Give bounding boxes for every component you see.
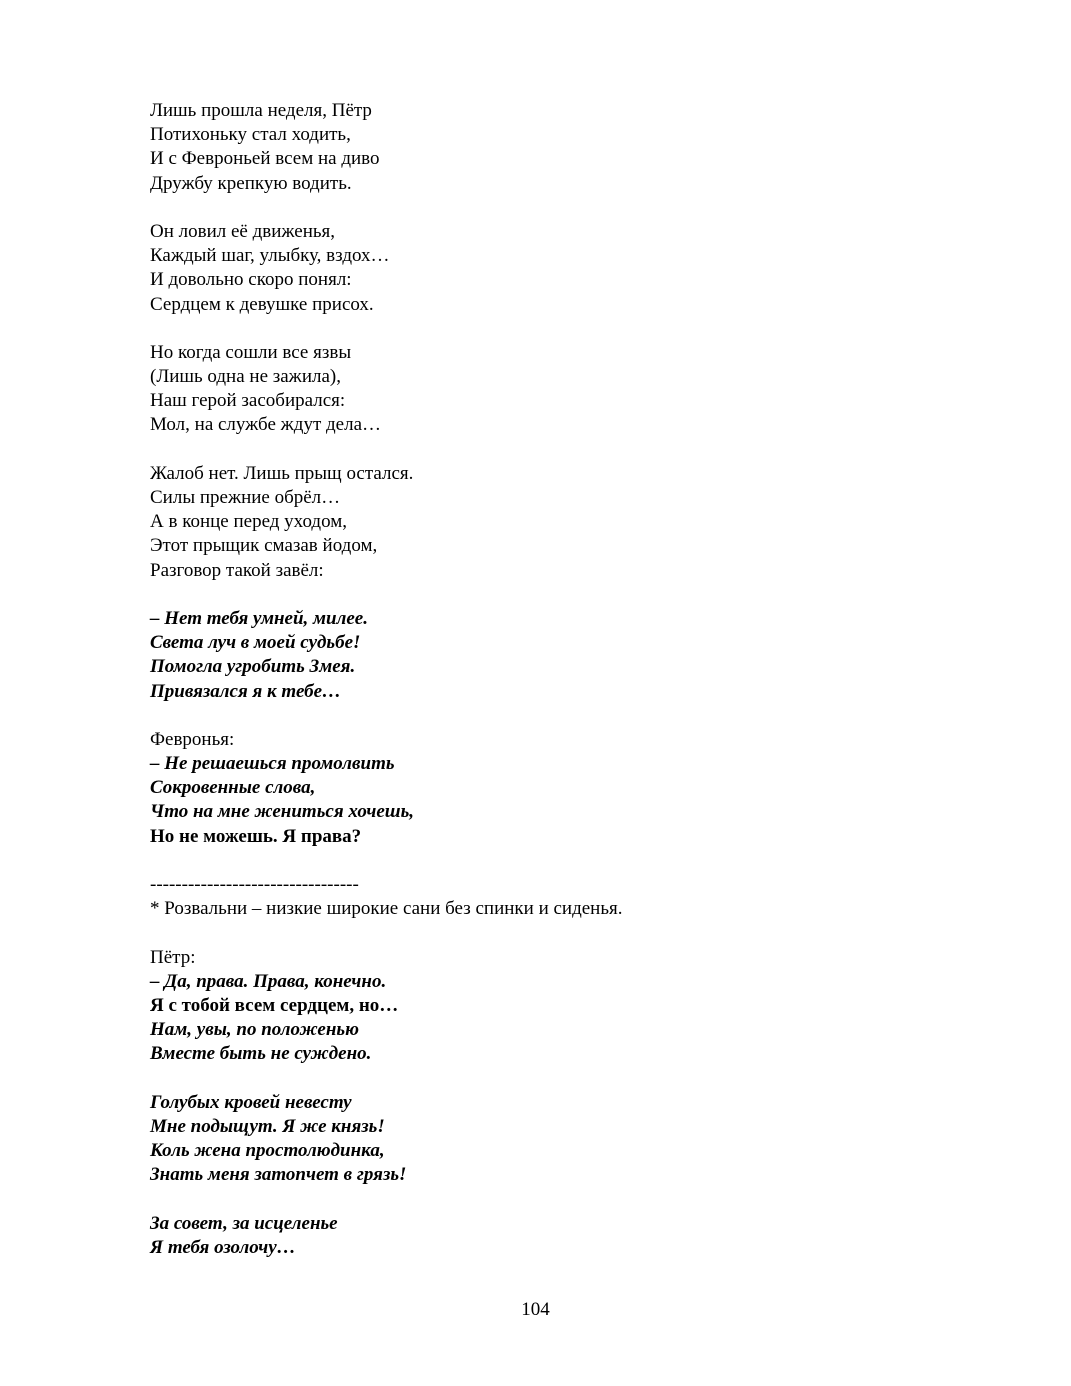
stanza-gap	[150, 704, 1010, 728]
poem-line: Каждый шаг, улыбку, вздох…	[150, 245, 390, 267]
poem-line: Дружбу крепкую водить.	[150, 172, 352, 194]
dialogue-line: Нам, увы, по положенью	[150, 1019, 359, 1041]
stanza	[150, 99, 1010, 196]
stanza-gap	[150, 1187, 1010, 1211]
poem-line: Этот прыщик смазав йодом,	[150, 535, 378, 557]
dialogue-line: – Не решаешься промолвить	[150, 753, 395, 775]
dialogue-line: Но не можешь. Я права?	[150, 825, 362, 847]
stanza	[150, 220, 1010, 317]
dialogue-line: Я тебя озолочу…	[150, 1236, 296, 1258]
stanza-gap	[150, 849, 1010, 873]
poem-line: И довольно скоро понял:	[150, 269, 352, 291]
poem-line: Он ловил её движенья,	[150, 220, 336, 242]
page-number: 104	[521, 1299, 550, 1320]
dialogue-line: Что на мне жениться хочешь,	[150, 801, 415, 823]
poem-line: А в конце перед уходом,	[150, 511, 347, 533]
poem-line: Лишь прошла неделя, Пётр	[150, 100, 372, 121]
poem-line: Мол, на службе ждут дела…	[150, 414, 382, 436]
stanza-gap	[150, 196, 1010, 220]
footnote-separator: ---------------------------------	[150, 874, 359, 895]
speaker-label: Пётр:	[150, 946, 196, 968]
dialogue-line: Знать меня затопчет в грязь!	[150, 1164, 407, 1186]
dialogue-line: Я с тобой всем сердцем, но…	[150, 994, 399, 1016]
dialogue-line: Привязался я к тебе…	[150, 680, 342, 702]
stanza-dialogue	[150, 946, 1010, 1067]
dialogue-line: За совет, за исцеленье	[150, 1212, 338, 1234]
dialogue-line: Света луч в моей судьбе!	[150, 632, 361, 654]
poem-line: Силы прежние обрёл…	[150, 487, 341, 508]
poem-line: Потихоньку стал ходить,	[150, 124, 351, 146]
dialogue-line: Помогла угробить Змея.	[150, 656, 356, 678]
stanza-dialogue	[150, 1212, 1010, 1260]
poem-line: Наш герой засобирался:	[150, 390, 346, 412]
poem-line: Разговор такой завёл:	[150, 559, 324, 581]
stanza-gap	[150, 317, 1010, 341]
poem-line: (Лишь одна не зажила),	[150, 366, 341, 388]
stanza-gap	[150, 1067, 1010, 1091]
poem-line: Жалоб нет. Лишь прыщ остался.	[150, 462, 414, 484]
dialogue-line: Коль жена простолюдинка,	[150, 1140, 385, 1162]
stanza-gap	[150, 438, 1010, 462]
footnote: * Розвальни – низкие широкие сани без спинки и сиденья.	[150, 898, 623, 920]
dialogue-line: Мне подыщут. Я же князь!	[150, 1115, 385, 1137]
dialogue-line: Голубых кровей невесту	[150, 1091, 352, 1113]
poem-line: Сердцем к девушке присох.	[150, 293, 374, 315]
stanza	[150, 341, 1010, 438]
poem-line: Но когда сошли все язвы	[150, 341, 352, 363]
speaker-label: Февронья:	[150, 728, 235, 750]
poem-page	[150, 99, 1010, 1260]
dialogue-line: – Нет тебя умней, милее.	[150, 607, 368, 629]
poem-line: И с Февроньей всем на диво	[150, 148, 380, 170]
stanza-gap	[150, 921, 1010, 945]
stanza-dialogue	[150, 1091, 1010, 1188]
dialogue-line: Сокровенные слова,	[150, 777, 316, 799]
dialogue-line: Вместе быть не суждено.	[150, 1043, 372, 1065]
stanza-dialogue	[150, 607, 1010, 704]
stanza-dialogue	[150, 728, 1010, 849]
stanza-gap	[150, 583, 1010, 607]
dialogue-line: – Да, права. Права, конечно.	[150, 970, 387, 992]
footnote-block	[150, 873, 1010, 921]
stanza	[150, 462, 1010, 583]
